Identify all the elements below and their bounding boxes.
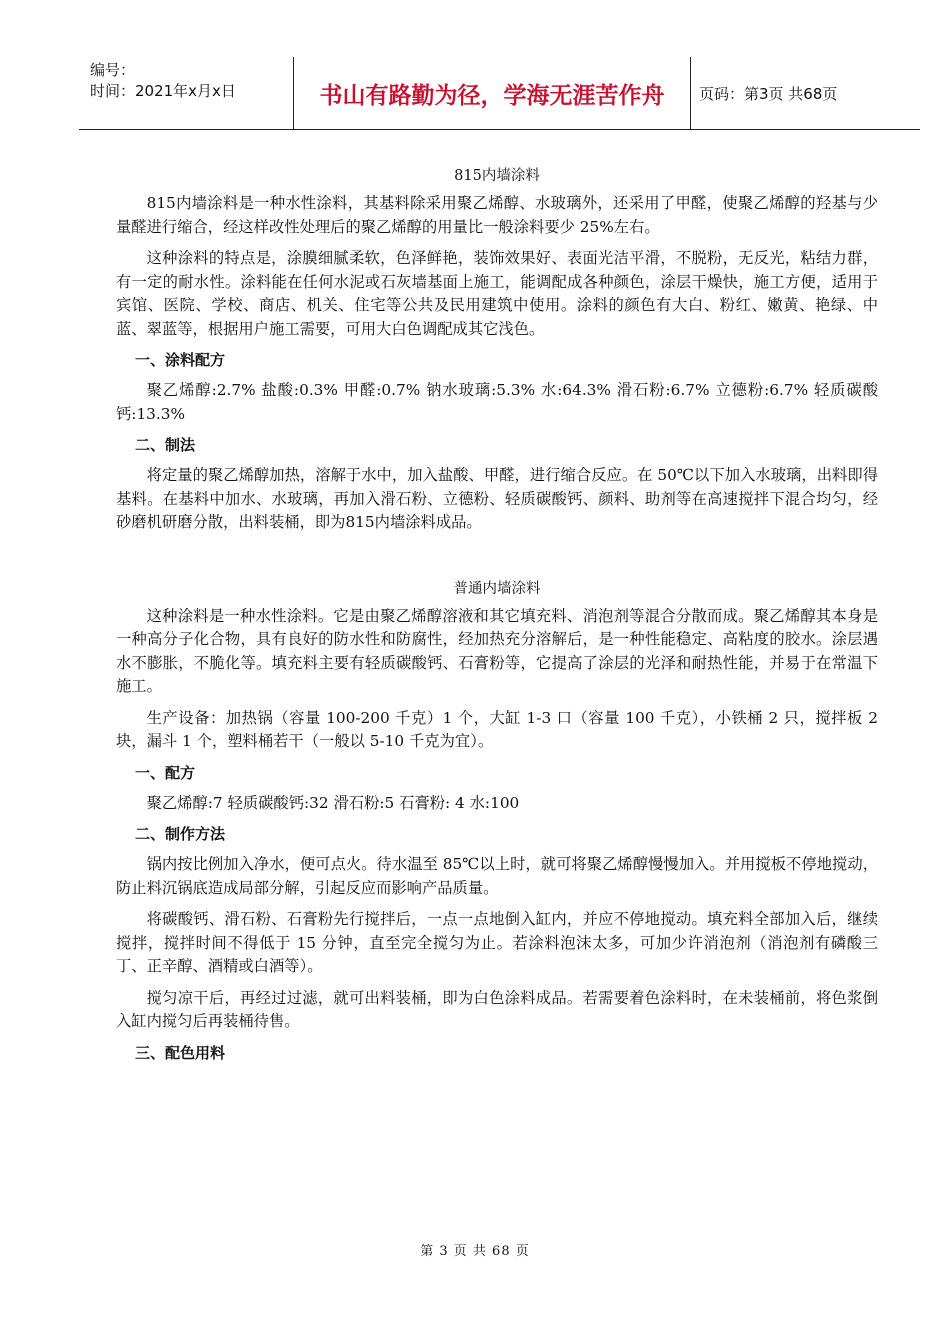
section-spacer (116, 543, 878, 577)
page-footer: 第 3 页 共 68 页 (420, 1244, 530, 1259)
paragraph: 将定量的聚乙烯醇加热，溶解于水中，加入盐酸、甲醛，进行缩合反应。在 50℃以下加入水玻璃，出料即得基料。在基料中加水、水玻璃，再加入滑石粉、立德粉、轻质碳酸钙、颜料、助剂等在高速搅拌下混合均匀，经砂磨机研磨分散，出料装桶，即为815内墙涂料成品。 (116, 466, 878, 531)
subheading: 一、配方 (135, 763, 196, 782)
paragraph: 将碳酸钙、滑石粉、石膏粉先行搅拌后，一点一点地倒入缸内，并应不停地搅动。填充料全部加入后，继续搅拌，搅拌时间不得低于 15 分钟，直至完全搅匀为止。若涂料泡沫太多，可加少许消泡剂（消泡剂有磷酸三丁、正辛醇、酒精或白酒等）。 (116, 910, 878, 975)
subheading: 三、配色用料 (135, 1043, 226, 1062)
subheading: 二、制作方法 (135, 825, 226, 843)
section-title: 815内墙涂料 (454, 168, 540, 184)
section-815-coating (116, 164, 878, 535)
paragraph: 搅匀凉干后，再经过过滤，就可出料装桶，即为白色涂料成品。若需要着色涂料时，在未装桶前，将色浆倒入缸内搅匀后再装桶待售。 (116, 988, 878, 1030)
page-header (79, 57, 920, 130)
serial-label: 编号： (90, 61, 136, 79)
paragraph: 锅内按比例加入净水，便可点火。待水温至 85℃以上时，就可将聚乙烯醇慢慢加入。并用搅板不停地搅动，防止料沉锅底造成局部分解，引起反应而影响产品质量。 (116, 855, 878, 897)
time-line: 时间：2021年x月x日 (90, 82, 236, 100)
header-page-info: 页码：第3页 共68页 (699, 84, 838, 103)
paragraph: 这种涂料的特点是，涂膜细腻柔软，色泽鲜艳，装饰效果好、表面光洁平滑，不脱粉，无反光，粘结力群，有一定的耐水性。涂料能在任何水泥或石灰墙基面上施工，能调配成各种颜色，涂层干燥快，施工方便，适用于宾馆、医院、学校、商店、机关、住宅等公共及民用建筑中使用。涂料的颜色有大白、粉红、嫩黄、艳绿、中蓝、翠蓝等，根据用户施工需要，可用大白色调配成其它浅色。 (116, 249, 878, 338)
formula-line: 聚乙烯醇:7 轻质碳酸钙:32 滑石粉:5 石膏粉: 4 水:100 (146, 793, 520, 812)
subheading: 二、制法 (135, 436, 196, 454)
paragraph: 这种涂料是一种水性涂料。它是由聚乙烯醇溶液和其它填充料、消泡剂等混合分散而成。聚乙烯醇其本身是一种高分子化合物，具有良好的防水性和防腐性，经加热充分溶解后，是一种性能稳定、高粘度的胶水。涂层遇水不膨胀，不脆化等。填充料主要有轻质碳酸钙、石膏粉等，它提高了涂层的光泽和耐热性能，并易于在常温下施工。 (116, 606, 878, 695)
section-ordinary-coating (116, 577, 878, 1064)
paragraph: 生产设备：加热锅（容量 100-200 千克）1 个，大缸 1-3 口（容量 100 千克），小铁桶 2 只，搅拌板 2 块，漏斗 1 个，塑料桶若干（一般以 5-10 千克为宜）。 (116, 708, 878, 750)
paragraph: 815内墙涂料是一种水性涂料，其基料除采用聚乙烯醇、水玻璃外，还采用了甲醛，使聚乙烯醇的羟基与少量醛进行缩合，经这样改性处理后的聚乙烯醇的用量比一般涂料要少 25%左右。 (116, 194, 878, 236)
header-motto: 书山有路勤为径，学海无涯苦作舟 (293, 57, 691, 129)
document-body (116, 164, 878, 1072)
header-meta (79, 57, 293, 129)
section-title: 普通内墙涂料 (453, 580, 541, 597)
formula-line: 聚乙烯醇:2.7% 盐酸:0.3% 甲醛:0.7% 钠水玻璃:5.3% 水:64.3% 滑石粉:6.7% 立德粉:6.7% 轻质碳酸钙:13.3% (116, 381, 878, 423)
subheading: 一、涂料配方 (135, 351, 226, 369)
